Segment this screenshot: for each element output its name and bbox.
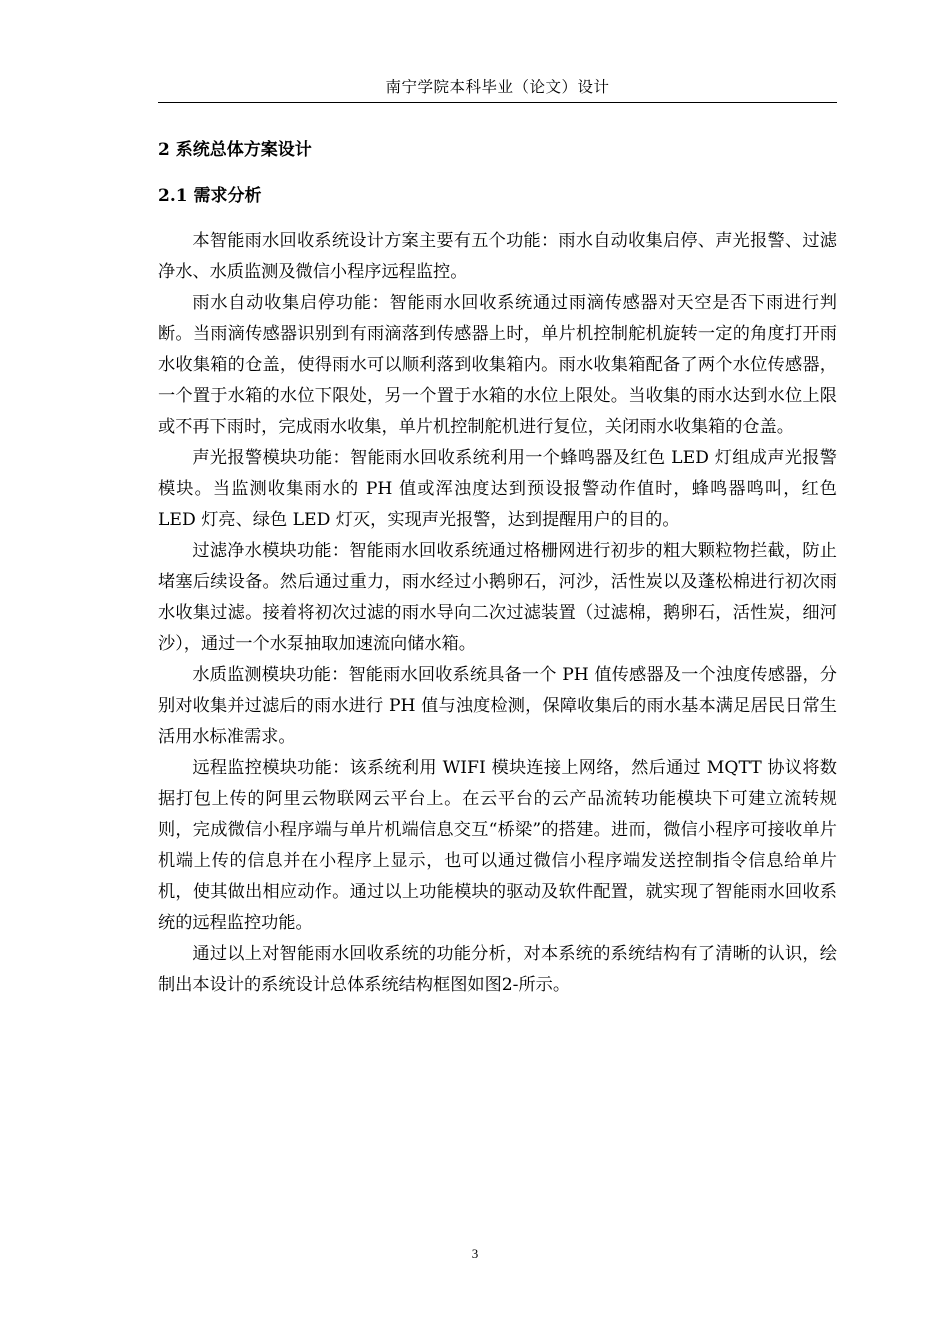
paragraph-remote-monitor-module: 远程监控模块功能：该系统利用 WIFI 模块连接上网络，然后通过 MQTT 协议将数据打包上传的阿里云物联网云平台上。在云平台的云产品流转功能模块下可建立流转规则，完成微信小程序端与单片机端信息交互“桥梁”的搭建。进而，微信小程序可接收单片机端上传的信息并在小程序上显示，也可以通过微信小程序端发送控制指令信息给单片机，使其做出相应动作。通过以上功能模块的驱动及软件配置，就实现了智能雨水回收系统的远程监控功能。	[158, 758, 837, 933]
paragraph-auto-collection: 雨水自动收集启停功能：智能雨水回收系统通过雨滴传感器对天空是否下雨进行判断。当雨滴传感器识别到有雨滴落到传感器上时，单片机控制舵机旋转一定的角度打开雨水收集箱的仓盖，使得雨水可以顺利落到收集箱内。雨水收集箱配备了两个水位传感器，一个置于水箱的水位下限处，另一个置于水箱的水位上限处。当收集的雨水达到水位上限或不再下雨时，完成雨水收集，单片机控制舵机进行复位，关闭雨水收集箱的仓盖。	[158, 293, 837, 437]
paragraph-alarm-module: 声光报警模块功能：智能雨水回收系统利用一个蜂鸣器及红色 LED 灯组成声光报警模块。当监测收集雨水的 PH 值或浑浊度达到预设报警动作值时，蜂鸣器鸣叫，红色 LED 灯亮、绿色 LED 灯灭，实现声光报警，达到提醒用户的目的。	[158, 448, 837, 530]
page-number: 3	[471, 1246, 479, 1261]
body-text	[158, 226, 837, 1001]
paragraph-intro: 本智能雨水回收系统设计方案主要有五个功能：雨水自动收集启停、声光报警、过滤净水、水质监测及微信小程序远程监控。	[158, 231, 837, 282]
paragraph-summary: 通过以上对智能雨水回收系统的功能分析，对本系统的系统结构有了清晰的认识，绘制出本设计的系统设计总体系统结构框图如图2-所示。	[158, 944, 837, 995]
section-heading: 2.1 需求分析	[158, 186, 262, 206]
paragraph-filter-module: 过滤净水模块功能：智能雨水回收系统通过格栅网进行初步的粗大颗粒物拦截，防止堵塞后续设备。然后通过重力，雨水经过小鹅卵石，河沙，活性炭以及蓬松棉进行初次雨水收集过滤。接着将初次过滤的雨水导向二次过滤装置（过滤棉，鹅卵石，活性炭，细河沙），通过一个水泵抽取加速流向储水箱。	[158, 541, 837, 654]
running-header: 南宁学院本科毕业（论文）设计	[158, 72, 837, 103]
chapter-heading: 2 系统总体方案设计	[158, 140, 312, 160]
page-content	[158, 136, 837, 1001]
paragraph-water-quality-module: 水质监测模块功能：智能雨水回收系统具备一个 PH 值传感器及一个浊度传感器，分别对收集并过滤后的雨水进行 PH 值与浊度检测，保障收集后的雨水基本满足居民日常生活用水标准需求。	[158, 665, 837, 747]
